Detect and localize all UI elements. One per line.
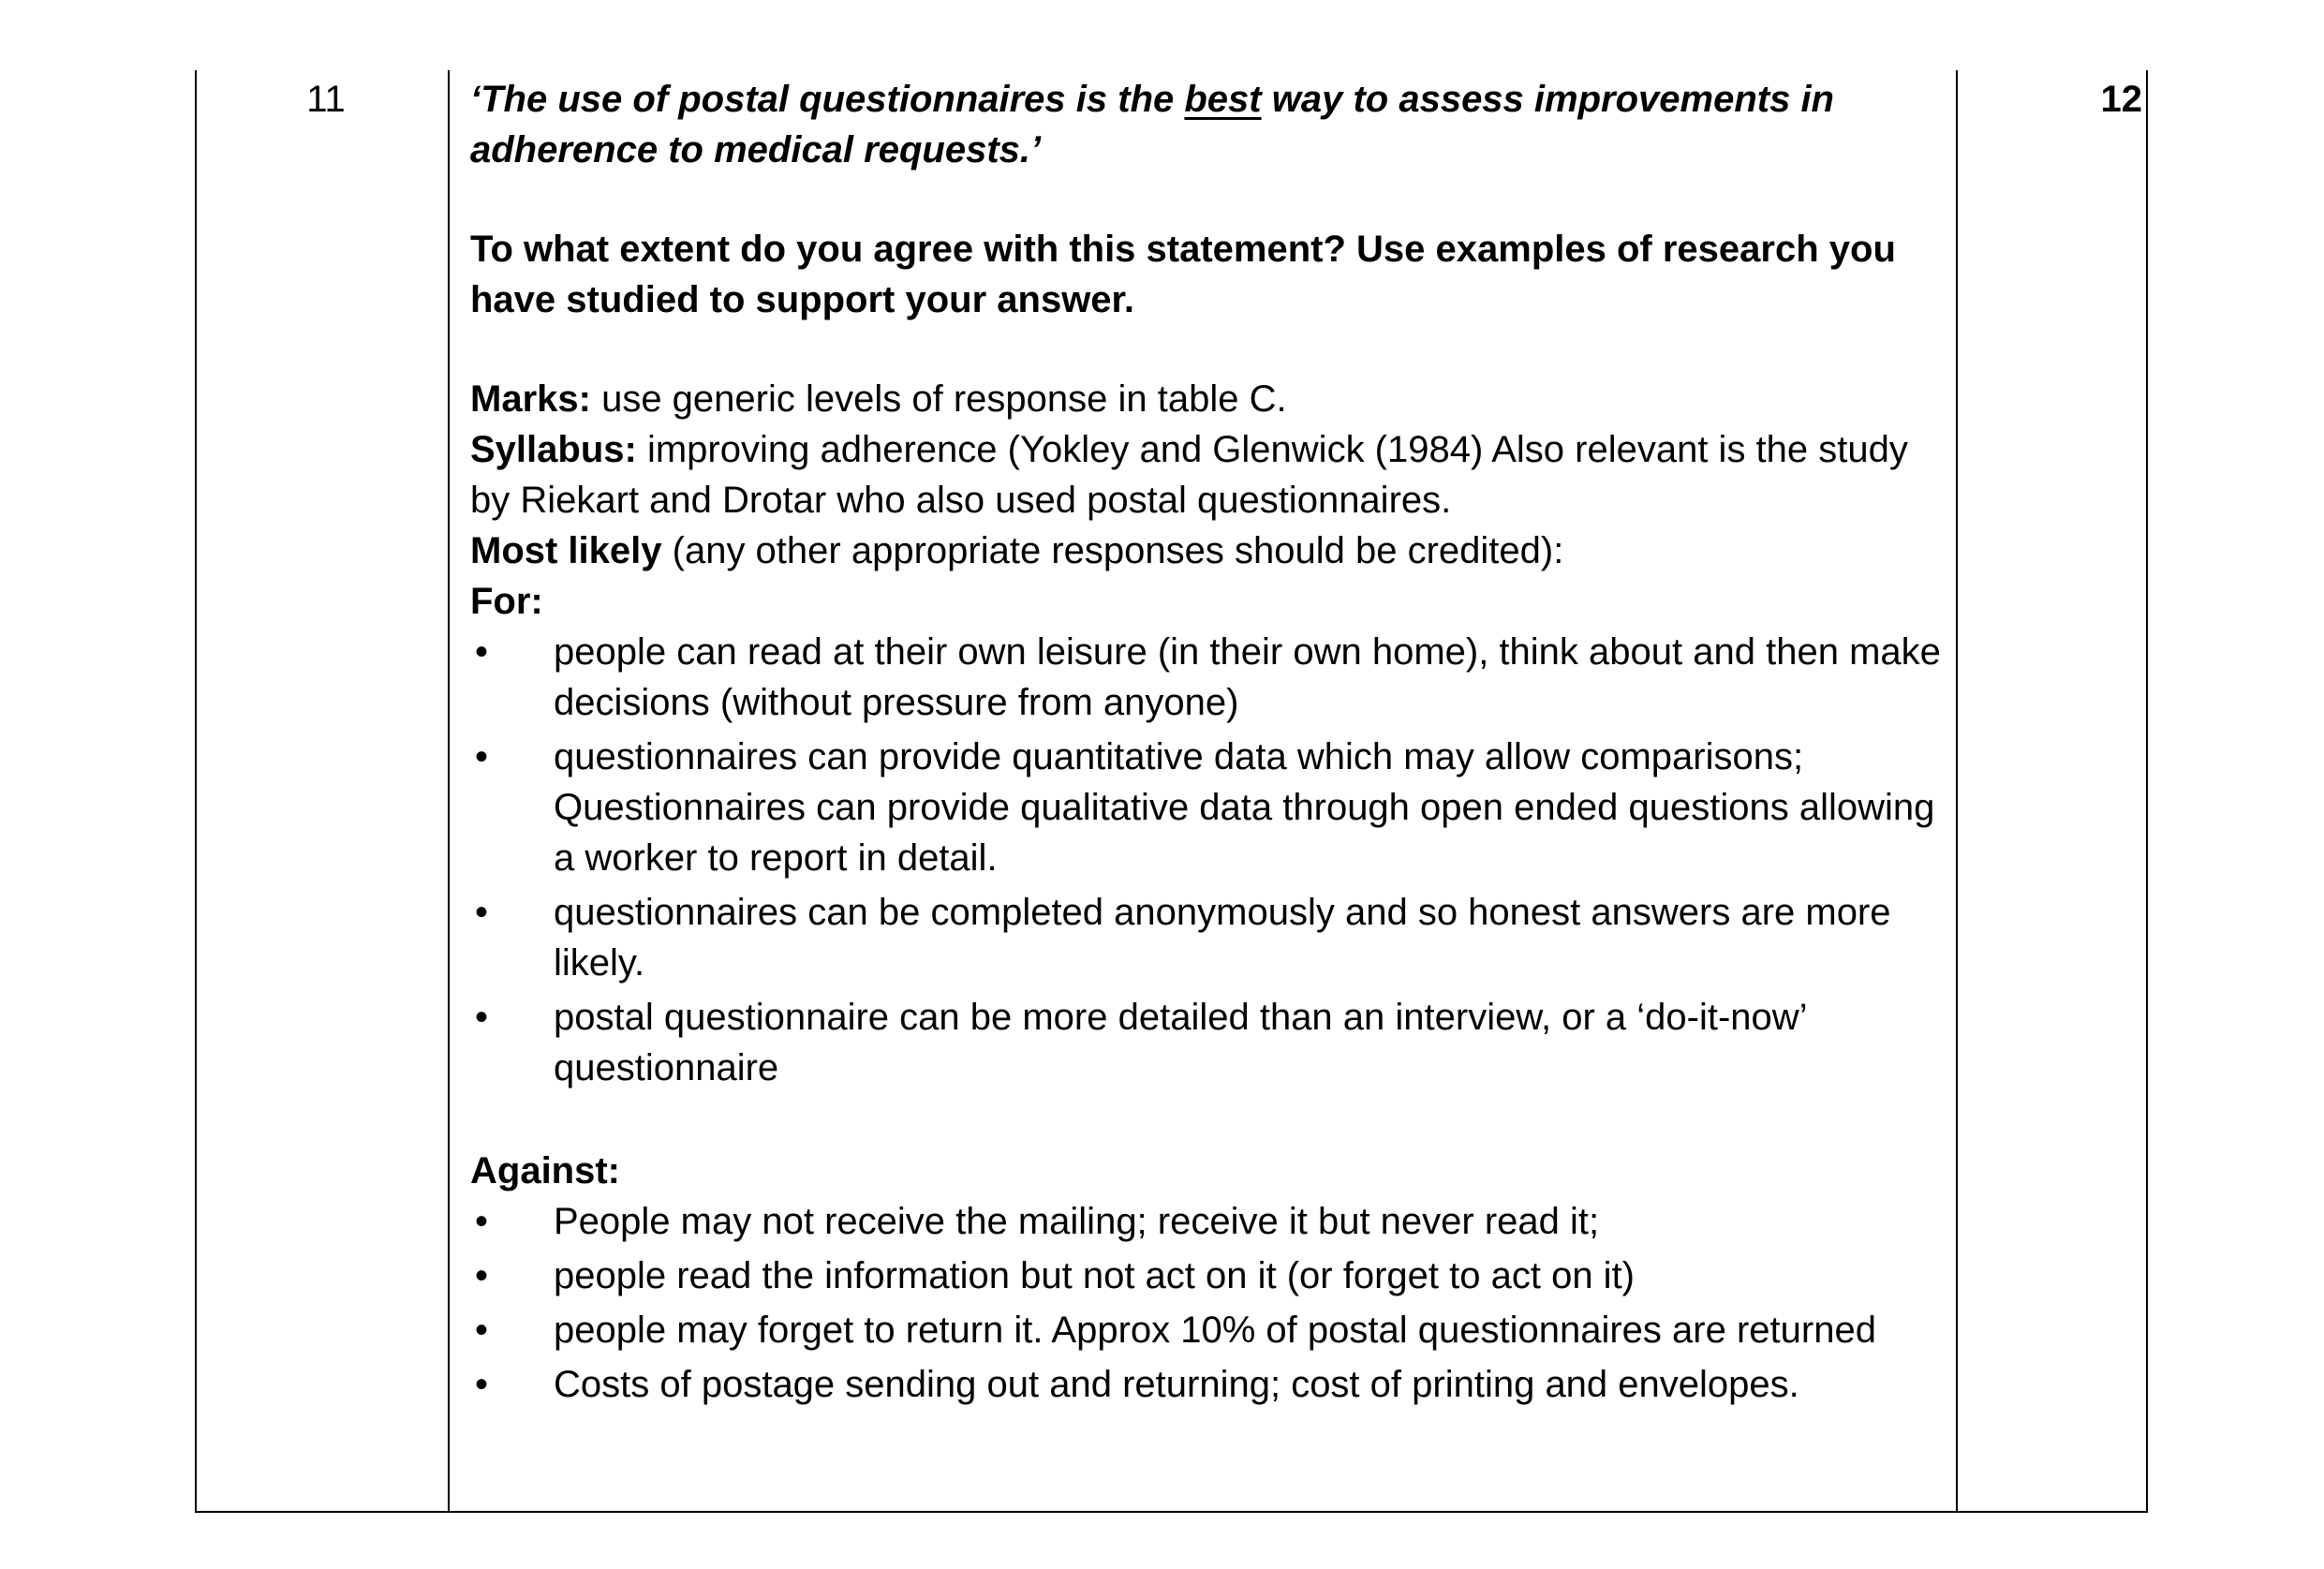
mark-scheme-table [195,70,2148,1513]
for-heading: For: [470,581,543,622]
list-item: • people may forget to return it. Approx 10% of postal questionnaires are returned [470,1305,1946,1355]
list-item: • questionnaires can be completed anonymously and so honest answers are more likely. [470,887,1946,988]
syllabus-text: improving adherence (Yokley and Glenwick (1984) Also relevant is the study by Riekart and Drotar who also used postal questionnaires. [470,429,1908,521]
statement-part-1: ‘The use of postal questionnaires is the [470,79,1185,120]
marks-line [470,374,1946,424]
bullet-icon: • [474,736,488,777]
for-list [470,627,1946,1093]
question-statement [470,74,1946,175]
list-item: • postal questionnaire can be more detailed than an interview, or a ‘do-it-now’ questionnaire [470,992,1946,1093]
marks-label: Marks: [470,378,591,420]
statement-part-2: way to assess improvements in adherence to medical requests.’ [470,79,1834,170]
syllabus-line [470,424,1946,525]
list-item: • people can read at their own leisure (in their own home), think about and then make decisions (without pressure from anyone) [470,627,1946,728]
answer-content [470,70,1946,1414]
question-number: 11 [306,79,346,120]
question-marks: 12 [2100,79,2142,120]
bullet-icon: • [474,1364,488,1405]
list-item: • questionnaires can provide quantitative data which may allow comparisons; Questionnaires can provide qualitative data through open ended questions allowing a worker to report in detail. [470,732,1946,883]
bullet-icon: • [474,997,488,1038]
most-likely-line [470,525,1946,576]
list-item: • people read the information but not act on it (or forget to act on it) [470,1251,1946,1301]
most-likely-text: (any other appropriate responses should be credited): [661,530,1564,571]
most-likely-label: Most likely [470,530,662,571]
bullet-icon: • [474,892,488,933]
marks-text: use generic levels of response in table C. [590,378,1287,420]
bullet-icon: • [474,1201,488,1242]
bullet-icon: • [474,1310,488,1351]
column-divider [448,70,450,1511]
against-list [470,1196,1946,1410]
syllabus-label: Syllabus: [470,429,637,470]
question-instruction: To what extent do you agree with this statement? Use examples of research you have studied to support your answer. [470,229,1896,320]
statement-emphasis: best [1184,79,1262,120]
bullet-icon: • [474,631,488,673]
bullet-icon: • [474,1255,488,1296]
column-divider [1956,70,1958,1511]
list-item: • People may not receive the mailing; receive it but never read it; [470,1196,1946,1247]
list-item: • Costs of postage sending out and returning; cost of printing and envelopes. [470,1359,1946,1410]
against-heading: Against: [470,1150,620,1192]
